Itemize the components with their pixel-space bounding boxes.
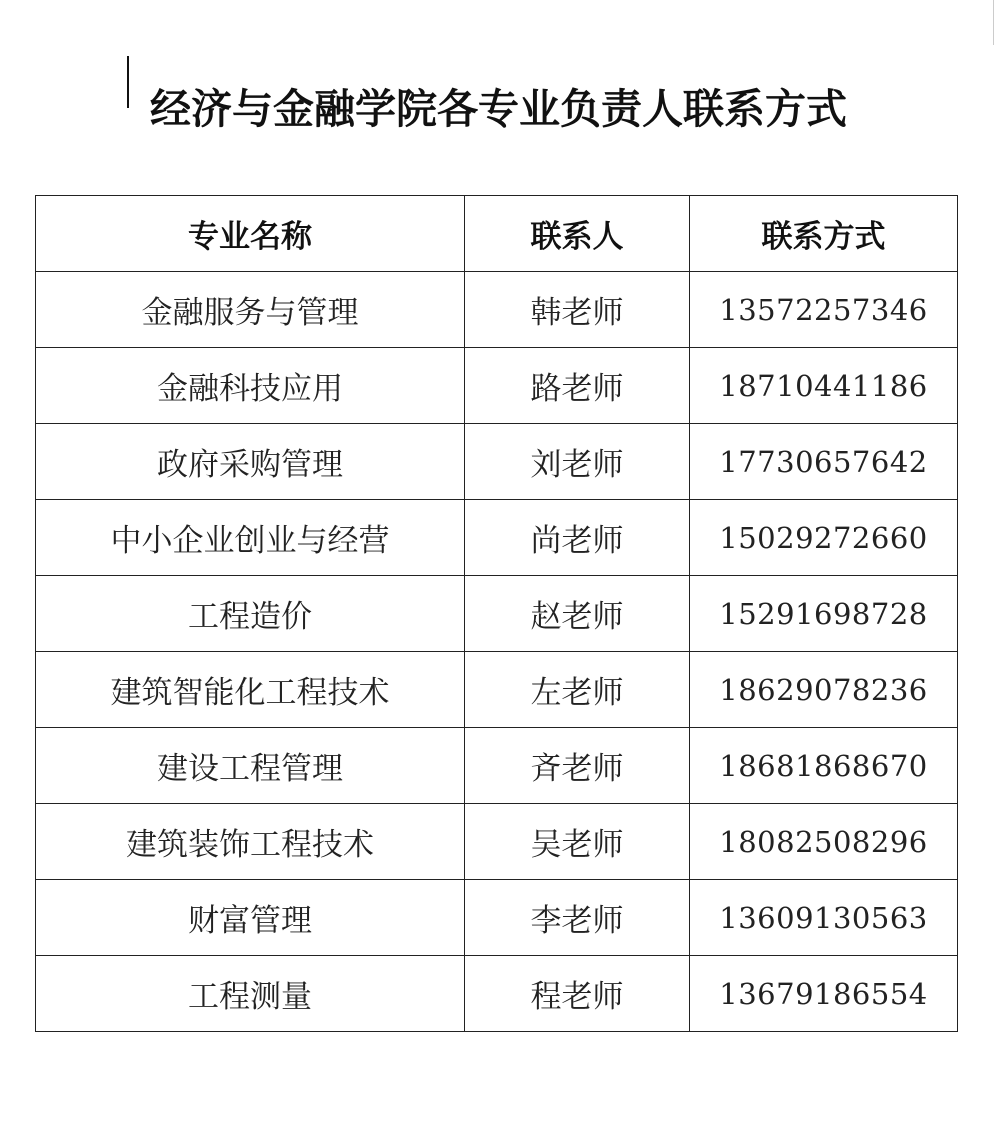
major-cell: 政府采购管理	[36, 424, 465, 500]
contact-cell: 路老师	[465, 348, 690, 424]
major-cell: 中小企业创业与经营	[36, 500, 465, 576]
phone-cell: 18681868670	[690, 728, 958, 804]
phone-cell: 18710441186	[690, 348, 958, 424]
contact-cell: 韩老师	[465, 272, 690, 348]
header-major: 专业名称	[36, 196, 465, 272]
major-cell: 建筑装饰工程技术	[36, 804, 465, 880]
table-row	[36, 804, 958, 880]
phone-cell: 17730657642	[690, 424, 958, 500]
table-row	[36, 956, 958, 1032]
page-edge-marker	[993, 0, 994, 45]
major-cell: 财富管理	[36, 880, 465, 956]
contact-cell: 尚老师	[465, 500, 690, 576]
table-row	[36, 272, 958, 348]
phone-cell: 15291698728	[690, 576, 958, 652]
contact-cell: 吴老师	[465, 804, 690, 880]
contact-cell: 刘老师	[465, 424, 690, 500]
table-row	[36, 424, 958, 500]
contact-cell: 左老师	[465, 652, 690, 728]
table-row	[36, 348, 958, 424]
header-method: 联系方式	[690, 196, 958, 272]
major-cell: 建筑智能化工程技术	[36, 652, 465, 728]
table-row	[36, 500, 958, 576]
document-title: 经济与金融学院各专业负责人联系方式	[150, 85, 847, 134]
contact-cell: 赵老师	[465, 576, 690, 652]
header-contact: 联系人	[465, 196, 690, 272]
table-row	[36, 728, 958, 804]
phone-cell: 15029272660	[690, 500, 958, 576]
table-row	[36, 652, 958, 728]
major-cell: 工程测量	[36, 956, 465, 1032]
phone-cell: 18629078236	[690, 652, 958, 728]
table-row	[36, 576, 958, 652]
contact-cell: 李老师	[465, 880, 690, 956]
table-header-row	[36, 196, 958, 272]
table-row	[36, 880, 958, 956]
contacts-table	[35, 195, 958, 1032]
major-cell: 工程造价	[36, 576, 465, 652]
major-cell: 建设工程管理	[36, 728, 465, 804]
phone-cell: 13609130563	[690, 880, 958, 956]
phone-cell: 18082508296	[690, 804, 958, 880]
major-cell: 金融服务与管理	[36, 272, 465, 348]
contact-cell: 斉老师	[465, 728, 690, 804]
phone-cell: 13679186554	[690, 956, 958, 1032]
major-cell: 金融科技应用	[36, 348, 465, 424]
phone-cell: 13572257346	[690, 272, 958, 348]
contact-cell: 程老师	[465, 956, 690, 1032]
